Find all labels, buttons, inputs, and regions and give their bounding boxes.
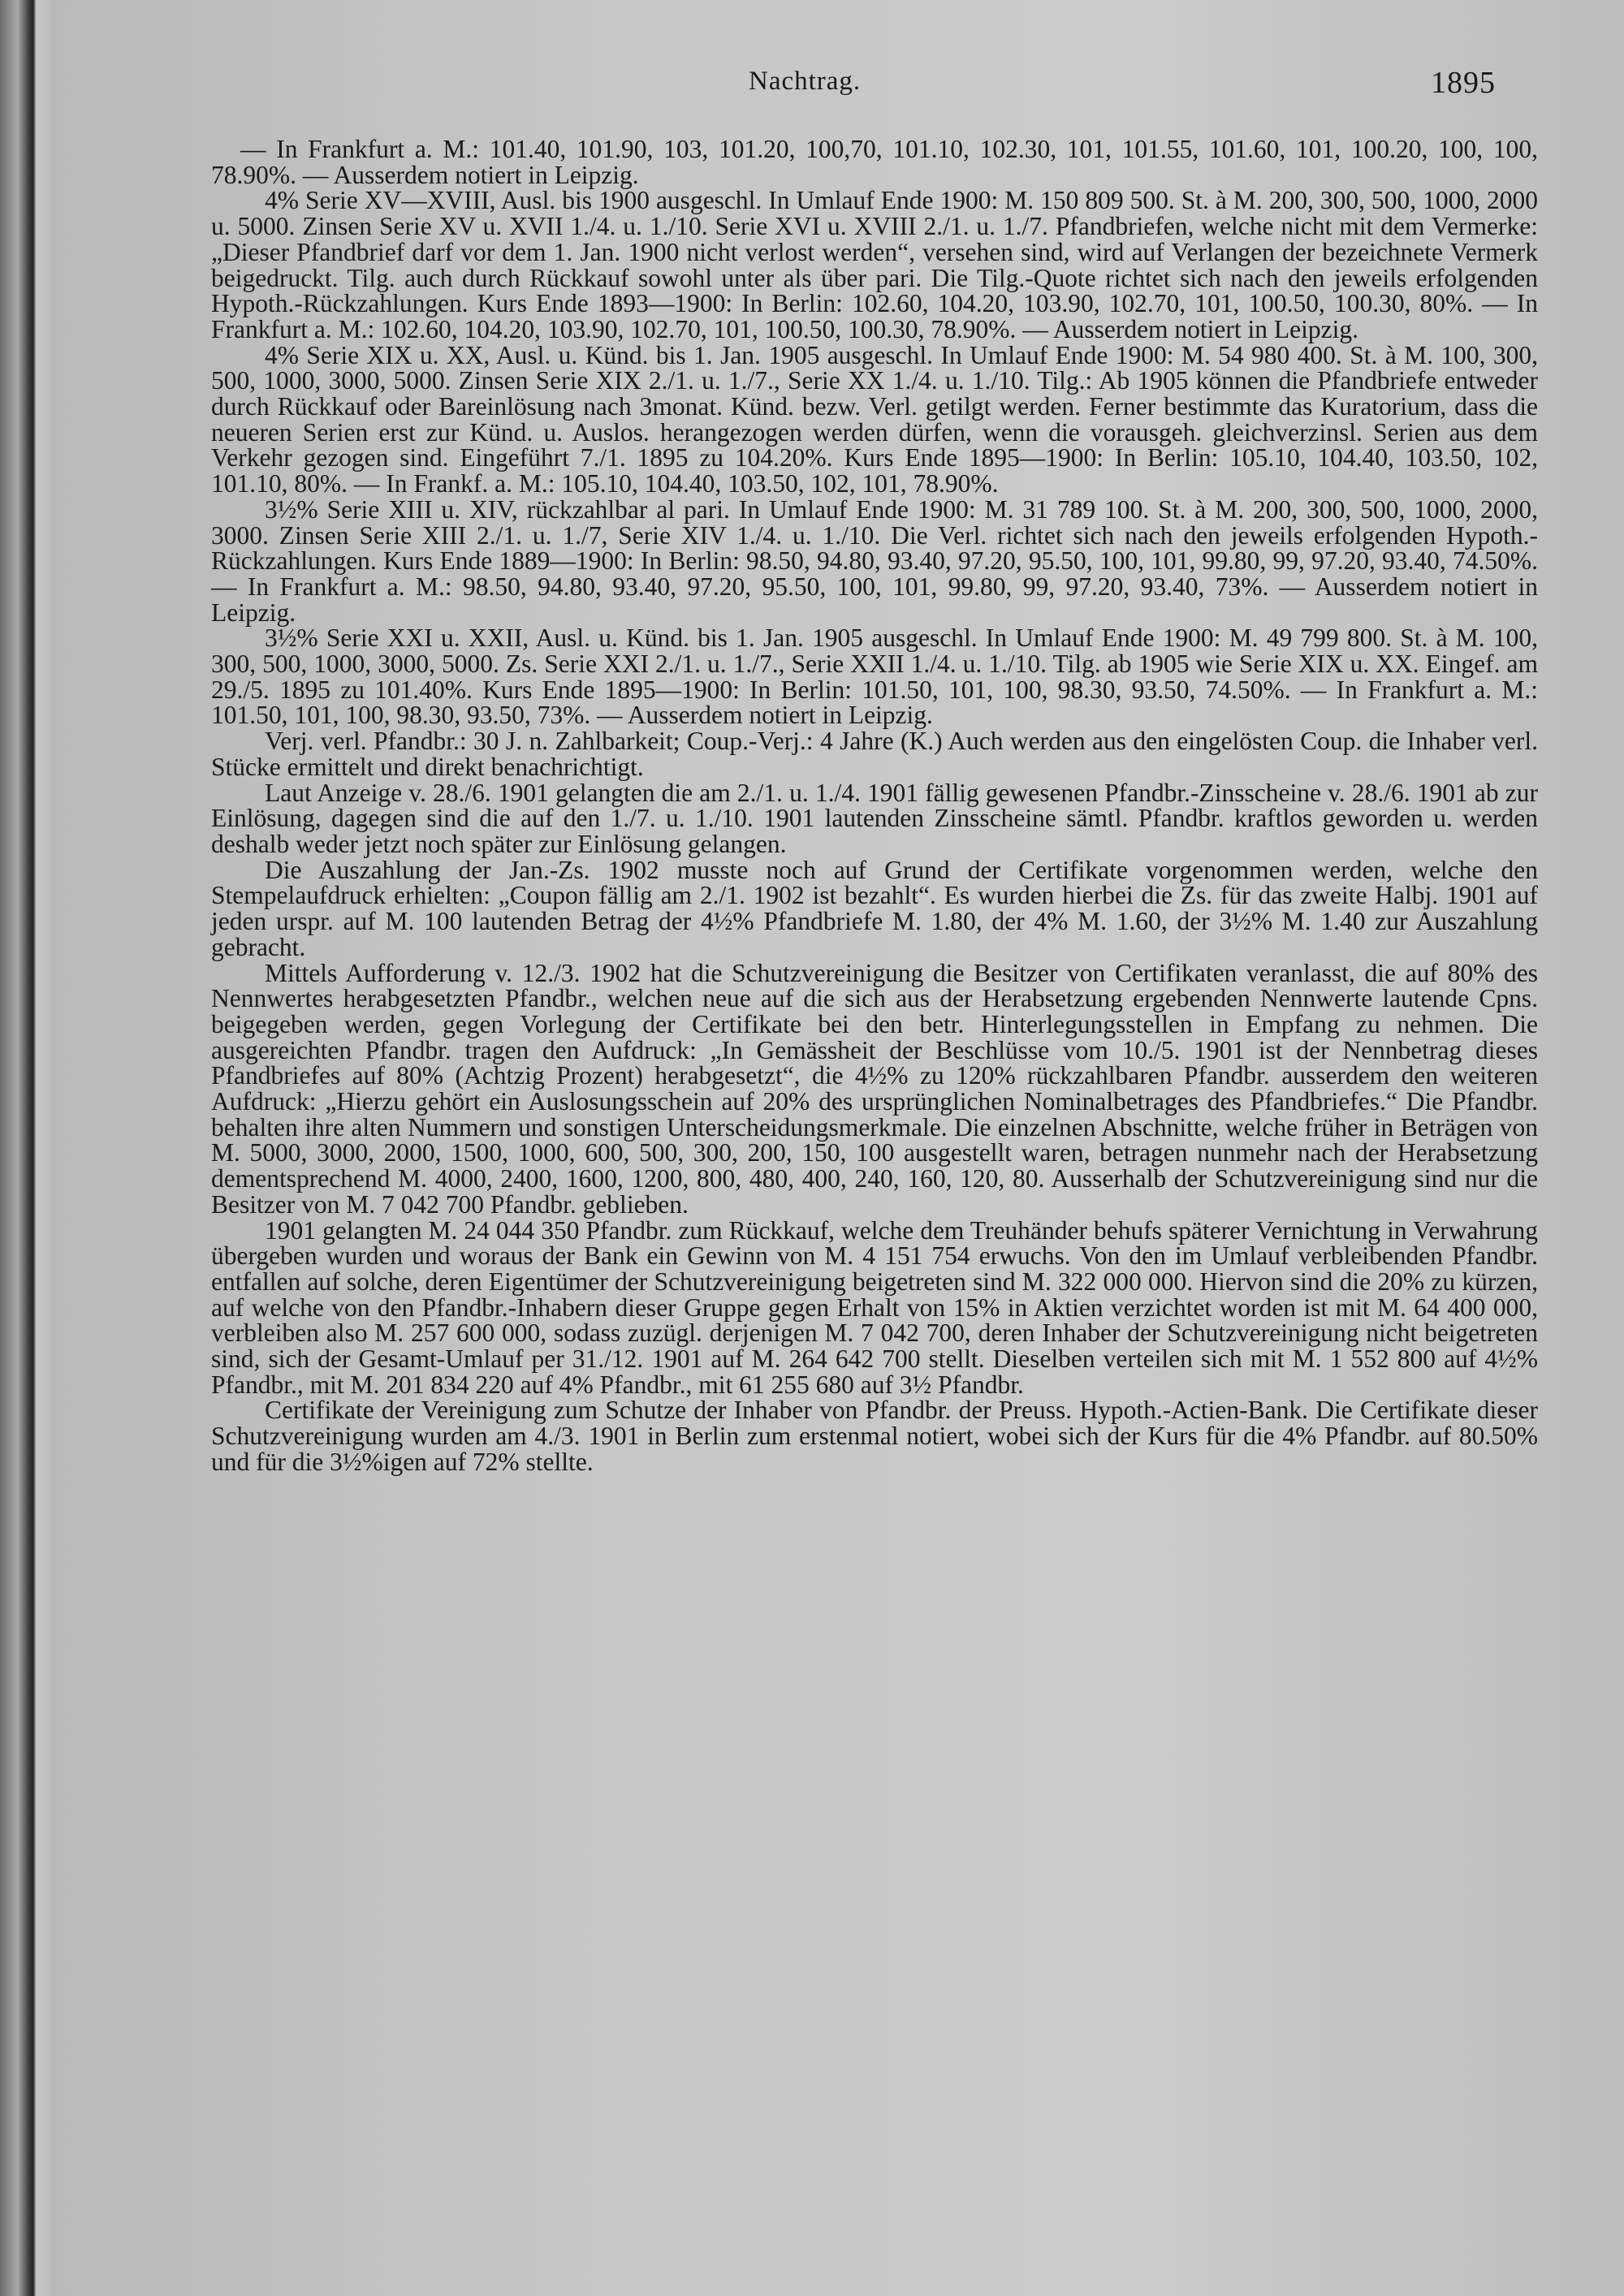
- paragraph-3-5-percent-serie-xxi-xxii: 3½% Serie XXI u. XXII, Ausl. u. Künd. bis 1. Jan. 1905 ausgeschl. In Umlauf Ende 1900: M. 49 799 800. St. à M. 100, 300, 500, 1000, 3000, 5000. Zs. Serie XXI 2./1. u. 1./7., Serie XXII 1./4. u. 1./10. Tilg. ab 1905 wie Serie XIX u. XX. Eingef. am 29./5. 1895 zu 101.40%. Kurs Ende 1895—1900: In Berlin: 101.50, 101, 100, 98.30, 93.50, 74.50%. — In Frankfurt a. M.: 101.50, 101, 100, 98.30, 93.50, 73%. — Ausserdem notiert in Leipzig.: [211, 624, 1538, 730]
- page-number: 1895: [1431, 66, 1496, 100]
- paragraph-anzeige-zinsscheine: Laut Anzeige v. 28./6. 1901 gelangten die am 2./1. u. 1./4. 1901 fällig gewesenen Pfandbr.-Zinsscheine v. 28./6. 1901 ab zur Einlösung, dagegen sind die auf den 1./7. u. 1./10. 1901 lautenden Zinsscheine sämtl. Pfandbr. kraftlos geworden u. werden deshalb weder jetzt noch später zur Einlösung gelangen.: [211, 778, 1538, 858]
- paragraph-verjaehrung: Verj. verl. Pfandbr.: 30 J. n. Zahlbarkeit; Coup.-Verj.: 4 Jahre (K.) Auch werden aus den eingelösten Coup. die Inhaber verl. Stücke ermittelt und direkt benachrichtigt.: [211, 727, 1538, 781]
- paragraph-rueckkauf-1901: 1901 gelangten M. 24 044 350 Pfandbr. zum Rückkauf, welche dem Treuhänder behufs späterer Vernichtung in Verwahrung übergeben wurden und woraus der Bank ein Gewinn von M. 4 151 754 erwuchs. Von den im Umlauf verbleibenden Pfandbr. entfallen auf solche, deren Eigentümer der Schutzvereinigung beigetreten sind M. 322 000 000. Hiervon sind die 20% zu kürzen, auf welche von den Pfandbr.-Inhabern dieser Gruppe gegen Erhalt von 15% in Aktien verzichtet worden ist mit M. 64 400 000, verbleiben also M. 257 600 000, sodass zuzügl. derjenigen M. 7 042 700, deren Inhaber der Schutzvereinigung nicht beigetreten sind, sich der Gesamt-Umlauf per 31./12. 1901 auf M. 264 642 700 stellt. Dieselben verteilen sich mit M. 1 552 800 auf 4½% Pfandbr., mit M. 201 834 220 auf 4% Pfandbr., mit 61 255 680 auf 3½ Pfandbr.: [211, 1215, 1538, 1399]
- paragraph-auszahlung-zinsen: Die Auszahlung der Jan.-Zs. 1902 musste noch auf Grund der Certifikate vorgenommen werden, welche den Stempelaufdruck erhielten: „Coupon fällig am 2./1. 1902 ist bezahlt“. Es wurden hierbei die Zs. für das zweite Halbj. 1901 auf jeden urspr. auf M. 100 lautenden Betrag der 4½% Pfandbriefe M. 1.80, der 4% M. 1.60, der 3½% M. 1.40 zur Auszahlung gebracht.: [211, 855, 1538, 961]
- paragraph-certifikate-vereinigung: Certifikate der Vereinigung zum Schutze der Inhaber von Pfandbr. der Preuss. Hypoth.-Actien-Bank. Die Certifikate dieser Schutzvereinigung wurden am 4./3. 1901 in Berlin zum erstenmal notiert, wobei sich der Kurs für die 4% Pfandbr. auf 80.50% und für die 3½%igen auf 72% stellte.: [211, 1396, 1538, 1476]
- running-title: Nachtrag.: [749, 67, 862, 96]
- paragraph-3-5-percent-serie-xiii-xiv: 3½% Serie XIII u. XIV, rückzahlbar al pari. In Umlauf Ende 1900: M. 31 789 100. St. à M. 200, 300, 500, 1000, 2000, 3000. Zinsen Serie XIII 2./1. u. 1./7, Serie XIV 1./4. u. 1./10. Die Verl. richtet sich nach den jeweils erfolgenden Hypoth.-Rückzahlungen. Kurs Ende 1889—1900: In Berlin: 98.50, 94.80, 93.40, 97.20, 95.50, 100, 101, 99.80, 99, 97.20, 93.40, 74.50%. — In Frankfurt a. M.: 98.50, 94.80, 93.40, 97.20, 95.50, 100, 101, 99.80, 99, 97.20, 93.40, 73%. — Ausserdem notiert in Leipzig.: [211, 494, 1538, 627]
- paragraph-4-percent-serie-xix-xx: 4% Serie XIX u. XX, Ausl. u. Künd. bis 1. Jan. 1905 ausgeschl. In Umlauf Ende 1900: M. 54 980 400. St. à M. 100, 300, 500, 1000, 3000, 5000. Zinsen Serie XIX 2./1. u. 1./7., Serie XX 1./4. u. 1./10. Tilg.: Ab 1905 können die Pfandbriefe entweder durch Rückkauf oder Bareinlösung nach 3monat. Künd. bezw. Verl. getilgt werden. Ferner bestimmte das Kuratorium, dass die neueren Serien erst zur Künd. u. Auslos. herangezogen werden dürfen, wenn die vorausgeh. gleichverzinsl. Serien aus dem Verkehr gezogen sind. Eingeführt 7./1. 1895 zu 104.20%. Kurs Ende 1895—1900: In Berlin: 105.10, 104.40, 103.50, 102, 101.10, 80%. — In Frankf. a. M.: 105.10, 104.40, 103.50, 102, 101, 78.90%.: [211, 340, 1538, 498]
- paragraph-4-percent-serie-xv-xviii: 4% Serie XV—XVIII, Ausl. bis 1900 ausgeschl. In Umlauf Ende 1900: M. 150 809 500. St. à M. 200, 300, 500, 1000, 2000 u. 5000. Zinsen Serie XV u. XVII 1./4. u. 1./10. Serie XVI u. XVIII 2./1. u. 1./7. Pfandbriefen, welche nicht mit dem Vermerke: „Dieser Pfandbrief darf vor dem 1. Jan. 1900 nicht verlost werden“, versehen sind, wird auf Verlangen der bezeichnete Vermerk beigedruckt. Tilg. auch durch Rückkauf sowohl unter als über pari. Die Tilg.-Quote richtet sich nach den jeweils erfolgenden Hypoth.-Rückzahlungen. Kurs Ende 1893—1900: In Berlin: 102.60, 104.20, 103.90, 102.70, 101, 100.50, 100.30, 80%. — In Frankfurt a. M.: 102.60, 104.20, 103.90, 102.70, 101, 100.50, 100.30, 78.90%. — Ausserdem notiert in Leipzig.: [211, 186, 1538, 343]
- page-header: [50, 67, 1624, 107]
- document-page: [50, 0, 1624, 2296]
- paragraph-frankfurt-quotes: — In Frankfurt a. M.: 101.40, 101.90, 103, 101.20, 100,70, 101.10, 102.30, 101, 101.55, 101.60, 101, 100.20, 100, 100, 78.90%. — Ausserdem notiert in Leipzig.: [211, 135, 1538, 189]
- paragraph-aufforderung-certifikate: Mittels Aufforderung v. 12./3. 1902 hat die Schutzvereinigung die Besitzer von Certifikaten veranlasst, die auf 80% des Nennwertes herabgesetzten Pfandbr., welchen neue auf die sich aus der Herabsetzung ergebenden Nennwerte lautende Cpns. beigegeben werden, gegen Vorlegung der Certifikate bei den betr. Hinterlegungsstellen in Empfang zu nehmen. Die ausgereichten Pfandbr. tragen den Aufdruck: „In Gemässheit der Beschlüsse vom 10./5. 1901 ist der Nennbetrag dieses Pfandbriefes auf 80% (Achtzig Prozent) herabgesetzt“, die 4½% zu 120% rückzahlbaren Pfandbr. ausserdem den weiteren Aufdruck: „Hierzu gehört ein Auslosungsschein auf 20% des ursprünglichen Nominalbetrages des Pfandbriefes.“ Die Pfandbr. behalten ihre alten Nummern und sonstigen Unterscheidungsmerkmale. Die einzelnen Abschnitte, welche früher in Beträgen von M. 5000, 3000, 2000, 1500, 1000, 600, 500, 300, 200, 150, 100 ausgestellt waren, betragen nunmehr nach der Herabsetzung dementsprechend M. 4000, 2400, 1600, 1200, 800, 480, 400, 240, 160, 120, 80. Ausserhalb der Schutzvereinigung sind nur die Besitzer von M. 7 042 700 Pfandbr. geblieben.: [211, 958, 1538, 1219]
- article-body: [211, 136, 1538, 1475]
- scan-binding-edge: [0, 0, 50, 2296]
